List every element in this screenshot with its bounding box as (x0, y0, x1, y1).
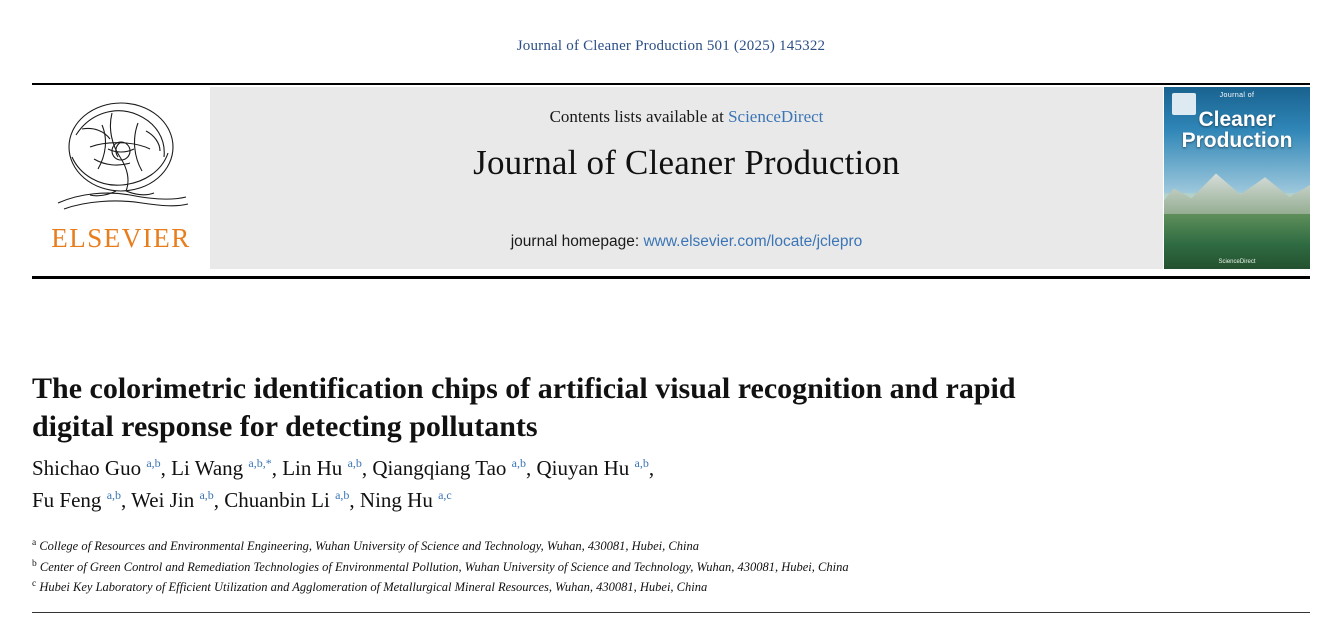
affiliation-list (32, 536, 1212, 598)
running-head: Journal of Cleaner Production 501 (2025) 145322 (516, 38, 826, 54)
cover-bottom-text: ScienceDirect (1218, 259, 1256, 265)
elsevier-tree-icon (46, 95, 196, 217)
journal-cover-image (1163, 87, 1310, 269)
journal-title: Journal of Cleaner Production (473, 143, 900, 182)
affiliation-b: $^b$ Center of Green Control and Remediation Technologies of Environmental Pollution, Wuhan University of Science and Technology, Wuhan, 430081, Hubei, China (32, 558, 849, 574)
cover-title (1164, 109, 1310, 151)
cover-title-line1: Cleaner (1198, 108, 1276, 131)
section-divider (32, 612, 1310, 613)
author-line-2: Fu Feng $^{a,b}$, Wei Jin $^{a,b}$, Chuanbin Li $^{a,b}$, Ning Hu $^{a,c}$ (32, 488, 452, 512)
elsevier-wordmark: ELSEVIER (51, 223, 191, 253)
journal-masthead (32, 83, 1310, 279)
author-line-1: Shichao Guo $^{a,b}$, Li Wang $^{a,b,*}$, Lin Hu $^{a,b}$, Qiangqiang Tao $^{a,b}$, Qiuyan Hu $^{a,b}$, (32, 456, 655, 480)
homepage-prefix: journal homepage: (510, 233, 640, 250)
affiliation-c: $^c$ Hubei Key Laboratory of Efficient Utilization and Agglomeration of Metallurgical Mineral Resources, Wuhan, 430081, Hubei, China (32, 578, 708, 594)
sciencedirect-link[interactable]: ScienceDirect (728, 107, 824, 126)
contents-available-line (210, 107, 1163, 127)
contents-prefix: Contents lists available at (549, 107, 724, 126)
journal-band (210, 87, 1163, 269)
journal-homepage-link[interactable]: www.elsevier.com/locate/jclepro (643, 233, 863, 250)
journal-homepage-line (210, 233, 1163, 251)
elsevier-logo-block (32, 87, 210, 269)
cover-title-line2: Production (1181, 129, 1293, 152)
affiliation-a: $^a$ College of Resources and Environmental Engineering, Wuhan University of Science and Technology, Wuhan, 430081, Hubei, China (32, 537, 699, 553)
cover-top-text: Journal of (1219, 92, 1255, 99)
page-title: The colorimetric identification chips of artificial visual recognition and rapid digital response for detecting pollutants (32, 372, 1016, 444)
author-list (32, 452, 1132, 516)
